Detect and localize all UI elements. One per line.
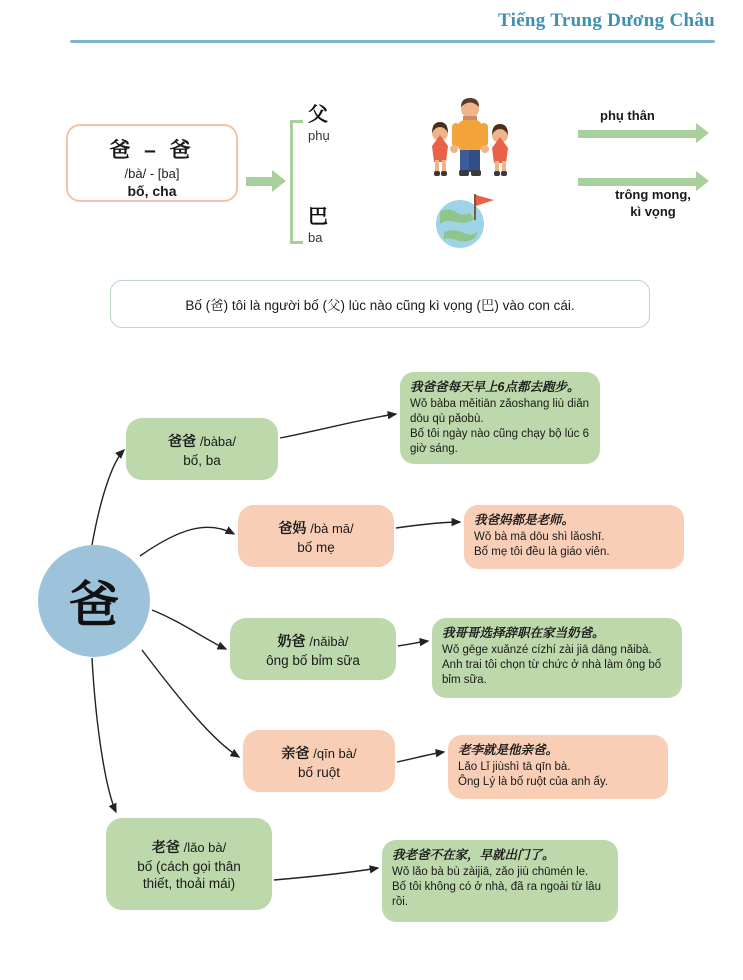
example-hanzi: 我哥哥选择辞职在家当奶爸。 xyxy=(442,626,605,640)
example-translation: Bố tôi không có ở nhà, đã ra ngoài từ lâu rồi. xyxy=(392,881,601,908)
main-word-hanzi: 爸 – 爸 xyxy=(109,139,195,162)
mindmap-center-node: 爸 xyxy=(38,545,150,657)
example-pinyin: Wǒ bà mā dōu shì lǎoshī. xyxy=(474,531,605,543)
term-box-laoba xyxy=(106,818,272,910)
term-meaning: bố mẹ xyxy=(297,539,335,555)
component-phu xyxy=(308,98,330,143)
term-headline xyxy=(244,518,388,538)
term-pinyin: /lǎo bà/ xyxy=(183,840,227,855)
component-hanzi: 父 xyxy=(308,104,328,126)
term-box-naiba xyxy=(230,618,396,680)
meaning-label-trong-mong xyxy=(588,186,718,220)
meaning-arrow-head-icon xyxy=(696,123,709,143)
main-word-pinyin: /bà/ - [ba] xyxy=(124,166,180,181)
term-pinyin: /bàba/ xyxy=(199,433,237,449)
component-hanzi: 巴 xyxy=(308,206,328,228)
term-hanzi: 亲爸 xyxy=(281,744,310,761)
component-bracket xyxy=(290,120,303,244)
example-hanzi: 我老爸不在家，早就出门了。 xyxy=(392,848,555,862)
term-meaning-line1: bố (cách gọi thân xyxy=(137,859,241,874)
summary-sentence: Bố (爸) tôi là người bố (父) lúc nào cũng kì vọng (巴) vào con cái. xyxy=(110,280,650,328)
meaning-label-line2: kì vọng xyxy=(630,204,676,219)
example-pinyin: Lǎo Lǐ jiùshì tā qīn bà. xyxy=(458,761,571,773)
meaning-arrow-shaft xyxy=(578,130,698,138)
example-box-naiba xyxy=(432,618,682,698)
family-illustration xyxy=(422,96,518,182)
term-headline xyxy=(112,837,266,857)
example-pinyin: Wǒ lǎo bà bù zàijiā, zǎo jiù chūmén le. xyxy=(392,866,589,878)
meaning-arrow-shaft xyxy=(578,178,698,186)
example-pinyin: Wǒ bàba měitiān zǎoshang liù diǎn dōu qù pǎobù. xyxy=(410,398,590,425)
example-hanzi: 我爸妈都是老师。 xyxy=(474,513,575,527)
term-hanzi: 奶爸 xyxy=(277,632,306,649)
example-hanzi: 老李就是他亲爸。 xyxy=(458,743,559,757)
example-translation: Anh trai tôi chọn từ chức ở nhà làm ông bố bỉm sữa. xyxy=(442,659,662,686)
term-hanzi: 爸爸 xyxy=(167,432,196,449)
split-arrow-head-icon xyxy=(272,170,286,192)
meaning-label-phu-than: phụ thân xyxy=(600,108,655,123)
term-headline xyxy=(249,743,389,763)
example-translation: Bố mẹ tôi đều là giáo viên. xyxy=(474,546,610,558)
term-pinyin: /qīn bà/ xyxy=(313,745,357,761)
term-meaning: bố ruột xyxy=(297,764,341,780)
term-headline xyxy=(132,431,272,451)
term-meaning: ông bố bỉm sữa xyxy=(266,652,360,668)
example-box-laoba xyxy=(382,840,618,922)
page-title: Tiếng Trung Dương Châu xyxy=(497,10,715,31)
component-pinyin: ba xyxy=(308,230,323,245)
term-box-qinba xyxy=(243,730,395,792)
example-translation: Ông Lý là bố ruột của anh ấy. xyxy=(458,776,609,788)
header-divider xyxy=(70,40,715,43)
term-hanzi: 老爸 xyxy=(151,839,180,855)
term-box-baba xyxy=(126,418,278,480)
example-translation: Bố tôi ngày nào cũng chạy bộ lúc 6 giờ sáng. xyxy=(410,428,590,455)
example-box-baba xyxy=(400,372,600,464)
term-hanzi: 爸妈 xyxy=(278,519,307,536)
term-pinyin: /bà mā/ xyxy=(310,520,354,536)
split-arrow-shaft xyxy=(246,177,274,186)
globe-illustration xyxy=(424,188,502,250)
term-headline xyxy=(236,631,390,651)
component-pinyin: phụ xyxy=(308,128,330,143)
example-hanzi: 我爸爸每天早上6点都去跑步。 xyxy=(410,380,580,394)
example-box-qinba xyxy=(448,735,668,799)
term-meaning: bố, ba xyxy=(183,452,221,468)
example-pinyin: Wǒ gēge xuǎnzé cízhí zài jiā dāng nǎibà. xyxy=(442,644,652,656)
term-box-bama xyxy=(238,505,394,567)
main-word-meaning: bố, cha xyxy=(127,183,177,199)
main-word-card xyxy=(66,124,238,202)
meaning-arrow-head-icon xyxy=(696,171,709,191)
term-meaning-line2: thiết, thoải mái) xyxy=(142,876,236,891)
term-pinyin: /nǎibà/ xyxy=(309,633,349,649)
example-box-bama xyxy=(464,505,684,569)
component-ba xyxy=(308,200,328,245)
meaning-label-line1: trông mong, xyxy=(615,187,691,202)
